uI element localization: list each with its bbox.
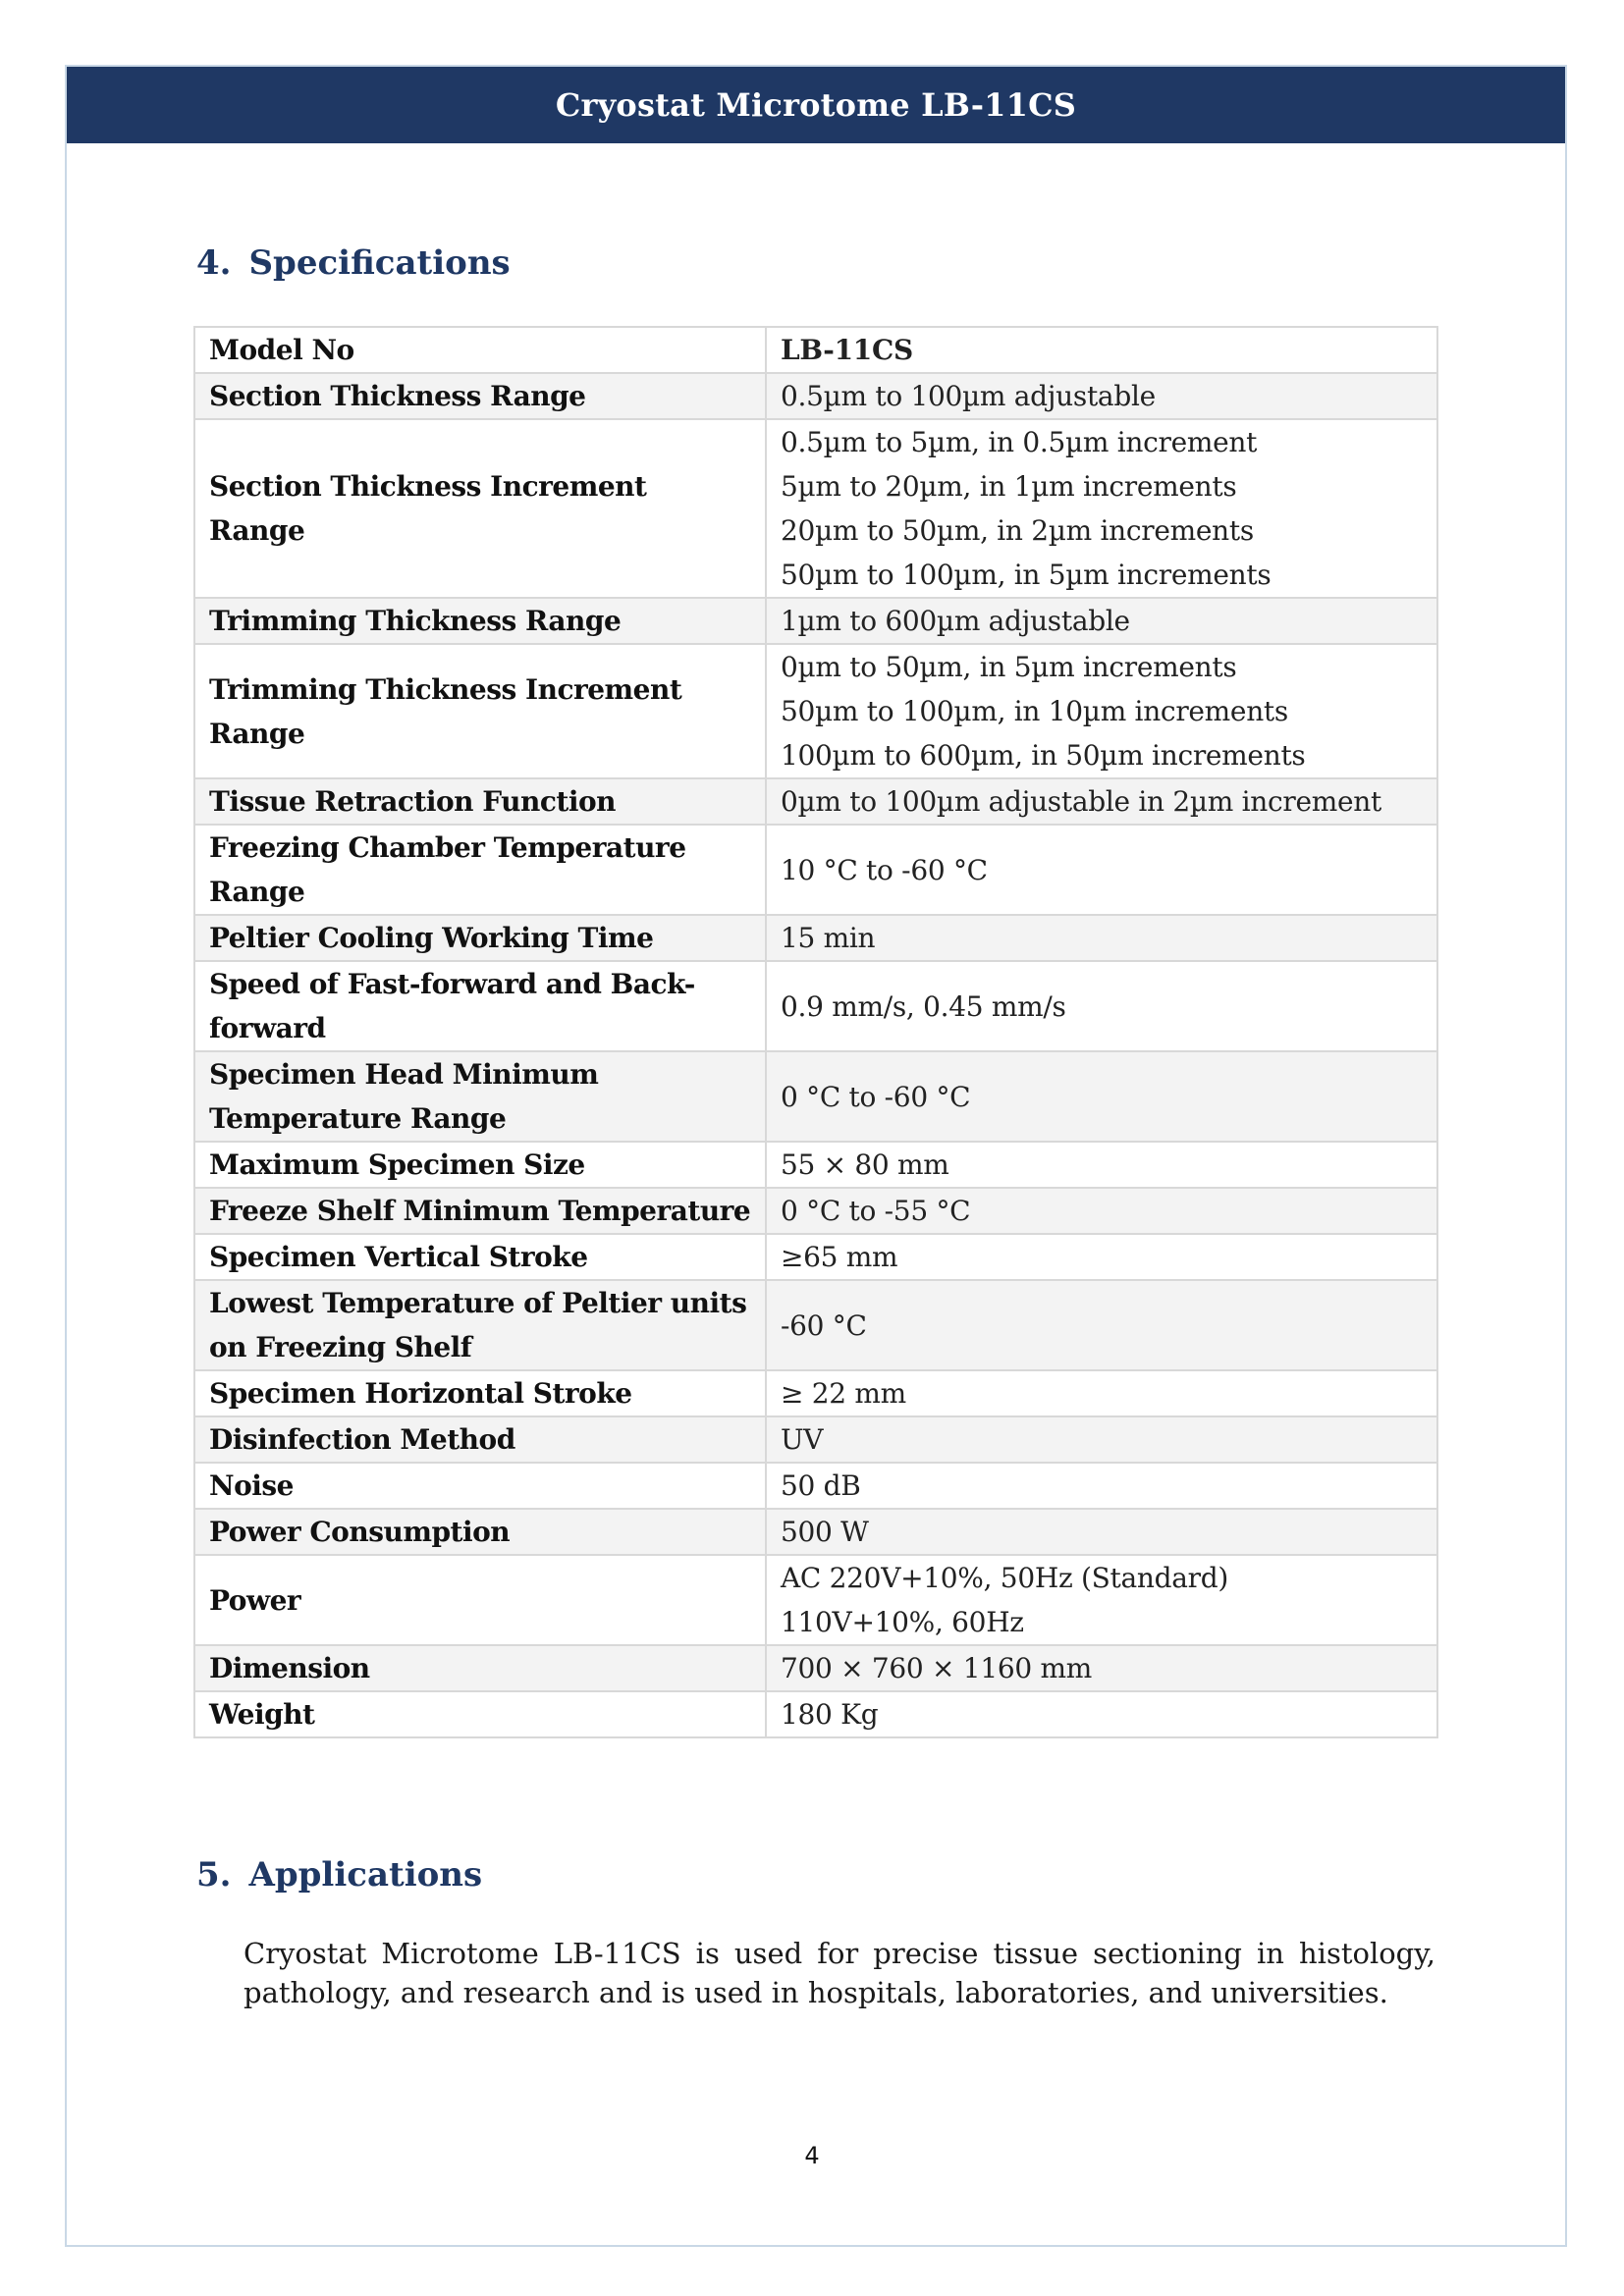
spec-value: [766, 419, 1437, 598]
table-row: [194, 778, 1437, 825]
spec-value: [766, 1463, 1437, 1509]
spec-label: Section Thickness Range: [194, 373, 766, 419]
spec-value-line: 50 dB: [781, 1469, 861, 1502]
table-row: [194, 915, 1437, 961]
table-row: [194, 961, 1437, 1051]
table-row: [194, 1188, 1437, 1234]
spec-value: [766, 1051, 1437, 1142]
table-row: [194, 1463, 1437, 1509]
spec-value: [766, 1280, 1437, 1370]
spec-value-line: 700 × 760 × 1160 mm: [781, 1652, 1092, 1684]
spec-value-line: UV: [781, 1423, 824, 1456]
page-number: 4: [804, 2142, 820, 2169]
spec-value-line: 1µm to 600µm adjustable: [781, 605, 1130, 637]
spec-label: Power Consumption: [194, 1509, 766, 1555]
spec-value: [766, 1691, 1437, 1737]
spec-label: Section Thickness Increment Range: [194, 419, 766, 598]
spec-value-line: 180 Kg: [781, 1698, 879, 1731]
spec-value: [766, 598, 1437, 644]
table-row: [194, 1416, 1437, 1463]
spec-value: [766, 825, 1437, 915]
spec-value: [766, 327, 1437, 373]
table-row: [194, 1555, 1437, 1645]
section-title: Applications: [248, 1855, 483, 1895]
spec-label: Lowest Temperature of Peltier units on Freezing Shelf: [194, 1280, 766, 1370]
spec-value-line: 0.9 mm/s, 0.45 mm/s: [781, 989, 1066, 1023]
applications-paragraph: Cryostat Microtome LB-11CS is used for precise tissue sectioning in histology, pathology, and research and is used in hospitals, laboratories, and universities.: [244, 1937, 1435, 2009]
spec-value: [766, 1234, 1437, 1280]
section-title: Specifications: [248, 243, 511, 283]
spec-value: [766, 915, 1437, 961]
table-row: [194, 1051, 1437, 1142]
table-row: [194, 327, 1437, 373]
spec-value: [766, 1416, 1437, 1463]
spec-value: [766, 778, 1437, 825]
spec-label: Tissue Retraction Function: [194, 778, 766, 825]
spec-value-line: LB-11CS: [781, 334, 913, 366]
spec-label: Power: [194, 1555, 766, 1645]
spec-label: Noise: [194, 1463, 766, 1509]
spec-value-line: 0.5µm to 100µm adjustable: [781, 380, 1156, 412]
specifications-heading: [196, 243, 511, 283]
section-number: 5.: [196, 1855, 232, 1895]
applications-heading: [196, 1855, 482, 1895]
table-row: [194, 644, 1437, 778]
spec-label: Model No: [194, 327, 766, 373]
table-row: [194, 598, 1437, 644]
spec-value-line: 500 W: [781, 1516, 869, 1548]
spec-value: [766, 1555, 1437, 1645]
table-row: [194, 1645, 1437, 1691]
spec-value-line: 110V+10%, 60Hz: [781, 1606, 1024, 1638]
spec-value-line: 50µm to 100µm, in 5µm increments: [781, 559, 1272, 591]
section-number: 4.: [196, 243, 232, 283]
spec-value-line: 5µm to 20µm, in 1µm increments: [781, 470, 1237, 503]
table-row: [194, 1370, 1437, 1416]
spec-value-line: ≥65 mm: [781, 1241, 898, 1273]
document-title: Cryostat Microtome LB-11CS: [555, 86, 1077, 124]
spec-label: Maximum Specimen Size: [194, 1142, 766, 1188]
spec-label: Dimension: [194, 1645, 766, 1691]
spec-value: [766, 644, 1437, 778]
table-row: [194, 1234, 1437, 1280]
spec-label: Peltier Cooling Working Time: [194, 915, 766, 961]
specifications-table: [193, 326, 1438, 1738]
spec-label: Specimen Vertical Stroke: [194, 1234, 766, 1280]
spec-value: [766, 1188, 1437, 1234]
spec-label: Freeze Shelf Minimum Temperature: [194, 1188, 766, 1234]
spec-value-line: 0 °C to -60 °C: [781, 1080, 971, 1113]
spec-label: Trimming Thickness Range: [194, 598, 766, 644]
spec-label: Freezing Chamber Temperature Range: [194, 825, 766, 915]
spec-value-line: 0 °C to -55 °C: [781, 1195, 971, 1227]
spec-value-line: 0.5µm to 5µm, in 0.5µm increment: [781, 426, 1258, 458]
spec-value: [766, 1645, 1437, 1691]
spec-label: Trimming Thickness Increment Range: [194, 644, 766, 778]
spec-value: [766, 1370, 1437, 1416]
spec-label: Disinfection Method: [194, 1416, 766, 1463]
table-row: [194, 1691, 1437, 1737]
spec-value-line: 100µm to 600µm, in 50µm increments: [781, 739, 1306, 772]
spec-value-line: 0µm to 100µm adjustable in 2µm increment: [781, 785, 1381, 818]
spec-value: [766, 961, 1437, 1051]
spec-value-line: AC 220V+10%, 50Hz (Standard): [781, 1562, 1228, 1594]
table-row: [194, 1509, 1437, 1555]
spec-value: [766, 1142, 1437, 1188]
table-row: [194, 419, 1437, 598]
document-header: [67, 67, 1565, 143]
spec-label: Weight: [194, 1691, 766, 1737]
spec-label: Specimen Head Minimum Temperature Range: [194, 1051, 766, 1142]
spec-label: Specimen Horizontal Stroke: [194, 1370, 766, 1416]
spec-value-line: 0µm to 50µm, in 5µm increments: [781, 651, 1237, 683]
table-row: [194, 373, 1437, 419]
spec-value-line: 10 °C to -60 °C: [781, 853, 988, 886]
spec-value: [766, 373, 1437, 419]
table-row: [194, 825, 1437, 915]
table-row: [194, 1142, 1437, 1188]
spec-value-line: ≥ 22 mm: [781, 1377, 906, 1410]
spec-label: Speed of Fast-forward and Back-forward: [194, 961, 766, 1051]
spec-value: [766, 1509, 1437, 1555]
spec-value-line: 20µm to 50µm, in 2µm increments: [781, 514, 1254, 547]
spec-value-line: 55 × 80 mm: [781, 1148, 949, 1181]
spec-value-line: 15 min: [781, 922, 876, 954]
table-row: [194, 1280, 1437, 1370]
spec-value-line: -60 °C: [781, 1308, 867, 1342]
spec-value-line: 50µm to 100µm, in 10µm increments: [781, 695, 1288, 727]
